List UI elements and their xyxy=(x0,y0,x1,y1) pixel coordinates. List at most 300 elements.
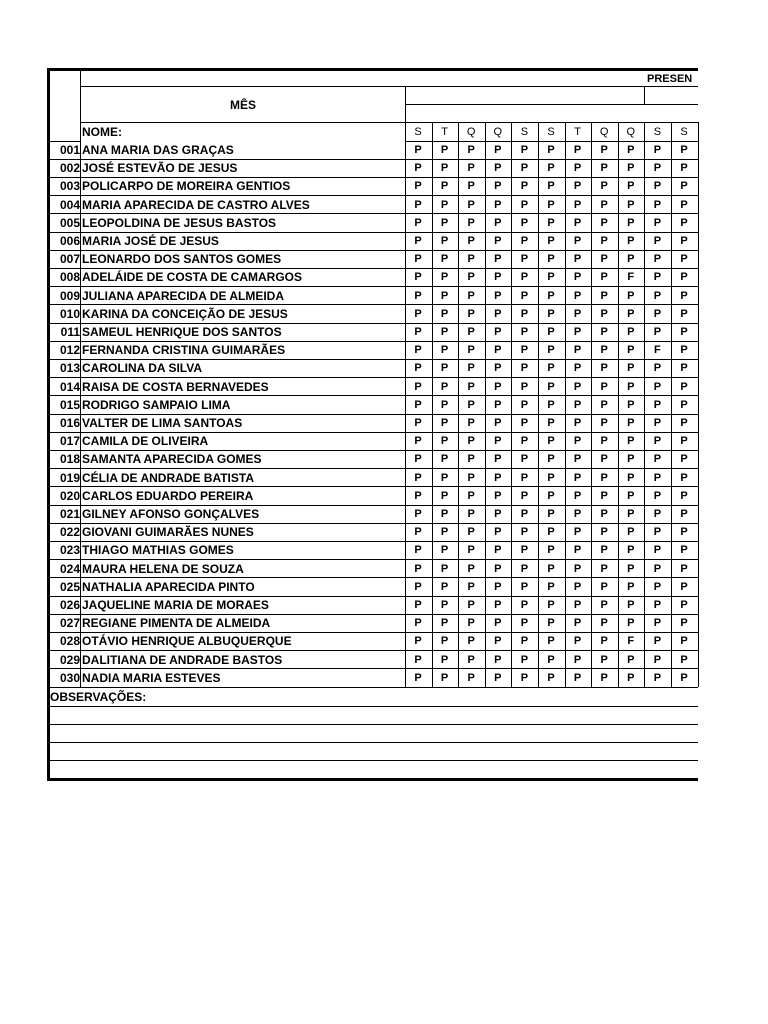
attendance-mark[interactable]: P xyxy=(494,271,502,284)
attendance-mark[interactable]: P xyxy=(680,417,688,429)
attendance-mark[interactable]: P xyxy=(573,307,582,320)
attendance-mark[interactable]: P xyxy=(627,489,635,502)
attendance-mark[interactable]: P xyxy=(627,380,635,393)
attendance-mark[interactable]: P xyxy=(494,544,502,557)
attendance-mark[interactable]: P xyxy=(414,635,422,648)
attendance-mark[interactable]: P xyxy=(627,144,635,156)
attendance-mark[interactable]: P xyxy=(573,653,582,666)
attendance-mark[interactable]: P xyxy=(680,289,688,302)
attendance-mark[interactable]: P xyxy=(440,562,449,575)
attendance-mark[interactable]: P xyxy=(600,435,608,448)
attendance-mark[interactable]: P xyxy=(520,417,529,429)
attendance-mark[interactable]: P xyxy=(547,489,555,502)
attendance-mark[interactable]: P xyxy=(440,489,449,502)
attendance-mark[interactable]: P xyxy=(440,508,449,520)
attendance-mark[interactable]: P xyxy=(627,617,635,630)
attendance-mark[interactable]: P xyxy=(467,253,475,266)
attendance-mark[interactable]: P xyxy=(573,617,582,630)
attendance-mark[interactable]: P xyxy=(494,180,502,193)
attendance-mark[interactable]: P xyxy=(573,162,582,175)
attendance-mark[interactable]: P xyxy=(414,471,422,484)
attendance-mark[interactable]: P xyxy=(573,453,582,466)
attendance-mark[interactable]: P xyxy=(414,344,422,357)
attendance-mark[interactable]: P xyxy=(573,471,582,484)
attendance-mark[interactable]: P xyxy=(440,453,449,466)
attendance-mark[interactable]: P xyxy=(467,180,475,193)
attendance-mark[interactable]: P xyxy=(547,380,555,393)
attendance-mark[interactable]: P xyxy=(440,435,449,448)
attendance-mark[interactable]: P xyxy=(600,198,608,211)
attendance-mark[interactable]: P xyxy=(494,526,502,539)
attendance-mark[interactable]: P xyxy=(467,599,475,611)
attendance-mark[interactable]: P xyxy=(467,144,475,156)
attendance-mark[interactable]: P xyxy=(600,326,608,338)
attendance-mark[interactable]: P xyxy=(494,435,502,448)
attendance-mark[interactable]: P xyxy=(600,471,608,484)
attendance-mark[interactable]: P xyxy=(547,162,555,175)
attendance-mark[interactable]: P xyxy=(494,144,502,156)
attendance-mark[interactable]: P xyxy=(680,235,688,247)
attendance-mark[interactable]: P xyxy=(627,580,635,593)
attendance-mark[interactable]: P xyxy=(627,562,635,575)
attendance-mark[interactable]: P xyxy=(627,544,635,557)
attendance-mark[interactable]: P xyxy=(414,144,422,156)
attendance-mark[interactable]: P xyxy=(467,508,475,520)
attendance-mark[interactable]: P xyxy=(520,198,529,211)
attendance-mark[interactable]: P xyxy=(573,599,582,611)
attendance-mark[interactable]: P xyxy=(573,362,582,375)
attendance-mark[interactable]: P xyxy=(627,526,635,539)
attendance-mark[interactable]: P xyxy=(627,453,635,466)
attendance-mark[interactable]: P xyxy=(467,380,475,393)
attendance-mark[interactable]: P xyxy=(467,344,475,357)
attendance-mark[interactable]: P xyxy=(520,216,529,229)
attendance-mark[interactable]: P xyxy=(653,289,662,302)
attendance-mark[interactable]: P xyxy=(573,344,582,357)
attendance-mark[interactable]: P xyxy=(653,471,662,484)
attendance-mark[interactable]: P xyxy=(467,307,475,320)
attendance-mark[interactable]: P xyxy=(680,398,688,411)
attendance-mark[interactable]: P xyxy=(414,253,422,266)
attendance-mark[interactable]: P xyxy=(573,216,582,229)
attendance-mark[interactable]: P xyxy=(680,526,688,539)
attendance-mark[interactable]: P xyxy=(680,253,688,266)
attendance-mark[interactable]: P xyxy=(494,235,502,247)
attendance-mark[interactable]: P xyxy=(467,544,475,557)
attendance-mark[interactable]: P xyxy=(547,526,555,539)
attendance-mark[interactable]: P xyxy=(573,417,582,429)
attendance-mark[interactable]: P xyxy=(680,144,688,156)
attendance-mark[interactable]: P xyxy=(520,562,529,575)
attendance-mark[interactable]: P xyxy=(520,398,529,411)
attendance-mark[interactable]: P xyxy=(547,326,555,338)
attendance-mark[interactable]: P xyxy=(680,471,688,484)
attendance-mark[interactable]: P xyxy=(680,162,688,175)
attendance-mark[interactable]: P xyxy=(520,235,529,247)
attendance-mark[interactable]: P xyxy=(440,307,449,320)
attendance-mark[interactable]: P xyxy=(653,180,662,193)
attendance-mark[interactable]: P xyxy=(680,344,688,357)
attendance-mark[interactable]: P xyxy=(547,289,555,302)
attendance-mark[interactable]: P xyxy=(494,198,502,211)
attendance-mark[interactable]: P xyxy=(414,580,422,593)
attendance-mark[interactable]: P xyxy=(653,671,662,684)
attendance-mark[interactable]: P xyxy=(600,599,608,611)
attendance-mark[interactable]: P xyxy=(494,326,502,338)
attendance-mark[interactable]: P xyxy=(414,180,422,193)
attendance-mark[interactable]: P xyxy=(520,380,529,393)
attendance-mark[interactable]: P xyxy=(680,380,688,393)
attendance-mark[interactable]: P xyxy=(494,580,502,593)
attendance-mark[interactable]: P xyxy=(680,198,688,211)
attendance-mark[interactable]: P xyxy=(653,453,662,466)
attendance-mark[interactable]: P xyxy=(414,271,422,284)
attendance-mark[interactable]: P xyxy=(467,580,475,593)
attendance-mark[interactable]: P xyxy=(494,562,502,575)
attendance-mark[interactable]: P xyxy=(440,162,449,175)
attendance-mark[interactable]: P xyxy=(440,380,449,393)
attendance-mark[interactable]: P xyxy=(440,580,449,593)
attendance-mark[interactable]: P xyxy=(547,362,555,375)
attendance-mark[interactable]: P xyxy=(547,508,555,520)
attendance-mark[interactable]: P xyxy=(520,653,529,666)
attendance-mark[interactable]: P xyxy=(494,162,502,175)
attendance-mark[interactable]: P xyxy=(520,599,529,611)
attendance-mark[interactable]: P xyxy=(573,580,582,593)
attendance-mark[interactable]: P xyxy=(627,417,635,429)
attendance-mark[interactable]: P xyxy=(547,344,555,357)
attendance-mark[interactable]: P xyxy=(494,253,502,266)
attendance-mark[interactable]: P xyxy=(653,253,662,266)
attendance-mark[interactable]: P xyxy=(494,653,502,666)
attendance-mark[interactable]: P xyxy=(653,362,662,375)
attendance-mark[interactable]: P xyxy=(680,580,688,593)
attendance-mark[interactable]: P xyxy=(627,162,635,175)
attendance-mark[interactable]: P xyxy=(680,617,688,630)
attendance-mark[interactable]: P xyxy=(627,671,635,684)
attendance-mark[interactable]: P xyxy=(494,671,502,684)
attendance-mark[interactable]: P xyxy=(573,508,582,520)
attendance-mark[interactable]: P xyxy=(573,398,582,411)
attendance-mark[interactable]: P xyxy=(494,635,502,648)
attendance-mark[interactable]: P xyxy=(653,398,662,411)
attendance-mark[interactable]: P xyxy=(467,562,475,575)
attendance-mark[interactable]: P xyxy=(520,526,529,539)
attendance-mark[interactable]: P xyxy=(467,417,475,429)
attendance-mark[interactable]: P xyxy=(653,544,662,557)
attendance-mark[interactable]: P xyxy=(414,398,422,411)
attendance-mark[interactable]: P xyxy=(653,635,662,648)
attendance-mark[interactable]: P xyxy=(627,653,635,666)
attendance-mark[interactable]: P xyxy=(440,671,449,684)
attendance-mark[interactable]: P xyxy=(520,326,529,338)
attendance-mark[interactable]: P xyxy=(494,398,502,411)
attendance-mark[interactable]: P xyxy=(573,380,582,393)
attendance-mark[interactable]: P xyxy=(573,271,582,284)
attendance-mark[interactable]: F xyxy=(627,271,635,284)
attendance-mark[interactable]: P xyxy=(627,180,635,193)
attendance-mark[interactable]: P xyxy=(520,307,529,320)
attendance-mark[interactable]: P xyxy=(600,508,608,520)
attendance-mark[interactable]: P xyxy=(653,508,662,520)
attendance-mark[interactable]: P xyxy=(653,435,662,448)
attendance-mark[interactable]: P xyxy=(494,344,502,357)
attendance-mark[interactable]: P xyxy=(680,599,688,611)
attendance-mark[interactable]: P xyxy=(520,271,529,284)
attendance-mark[interactable]: P xyxy=(573,635,582,648)
attendance-mark[interactable]: P xyxy=(494,453,502,466)
attendance-mark[interactable]: P xyxy=(440,362,449,375)
attendance-mark[interactable]: P xyxy=(547,216,555,229)
attendance-mark[interactable]: P xyxy=(414,326,422,338)
attendance-mark[interactable]: P xyxy=(573,235,582,247)
attendance-mark[interactable]: P xyxy=(600,253,608,266)
attendance-mark[interactable]: P xyxy=(600,344,608,357)
attendance-mark[interactable]: P xyxy=(520,253,529,266)
attendance-mark[interactable]: P xyxy=(520,453,529,466)
attendance-mark[interactable]: P xyxy=(600,271,608,284)
attendance-mark[interactable]: P xyxy=(627,398,635,411)
attendance-mark[interactable]: P xyxy=(467,635,475,648)
attendance-mark[interactable]: P xyxy=(627,198,635,211)
attendance-mark[interactable]: P xyxy=(627,307,635,320)
attendance-mark[interactable]: P xyxy=(680,307,688,320)
attendance-mark[interactable]: P xyxy=(680,453,688,466)
attendance-mark[interactable]: P xyxy=(414,216,422,229)
attendance-mark[interactable]: P xyxy=(467,453,475,466)
attendance-mark[interactable]: P xyxy=(440,344,449,357)
attendance-mark[interactable]: P xyxy=(653,271,662,284)
attendance-mark[interactable]: P xyxy=(627,289,635,302)
attendance-mark[interactable]: P xyxy=(600,544,608,557)
attendance-mark[interactable]: P xyxy=(680,435,688,448)
attendance-mark[interactable]: P xyxy=(414,198,422,211)
attendance-mark[interactable]: P xyxy=(467,526,475,539)
attendance-mark[interactable]: P xyxy=(520,617,529,630)
attendance-mark[interactable]: P xyxy=(467,216,475,229)
attendance-mark[interactable]: P xyxy=(600,635,608,648)
attendance-mark[interactable]: P xyxy=(520,544,529,557)
attendance-mark[interactable]: P xyxy=(600,362,608,375)
attendance-mark[interactable]: P xyxy=(600,307,608,320)
attendance-mark[interactable]: P xyxy=(547,580,555,593)
attendance-mark[interactable]: P xyxy=(547,435,555,448)
attendance-mark[interactable]: P xyxy=(547,271,555,284)
attendance-mark[interactable]: P xyxy=(573,526,582,539)
attendance-mark[interactable]: P xyxy=(494,289,502,302)
attendance-mark[interactable]: P xyxy=(547,144,555,156)
attendance-mark[interactable]: P xyxy=(467,326,475,338)
attendance-mark[interactable]: P xyxy=(414,289,422,302)
attendance-mark[interactable]: P xyxy=(520,671,529,684)
attendance-mark[interactable]: P xyxy=(494,307,502,320)
attendance-mark[interactable]: P xyxy=(467,671,475,684)
attendance-mark[interactable]: P xyxy=(653,526,662,539)
attendance-mark[interactable]: P xyxy=(653,144,662,156)
attendance-mark[interactable]: P xyxy=(440,235,449,247)
attendance-mark[interactable]: P xyxy=(627,326,635,338)
attendance-mark[interactable]: P xyxy=(573,562,582,575)
attendance-mark[interactable]: P xyxy=(494,617,502,630)
attendance-mark[interactable]: P xyxy=(414,307,422,320)
attendance-mark[interactable]: P xyxy=(467,289,475,302)
attendance-mark[interactable]: P xyxy=(414,489,422,502)
attendance-mark[interactable]: P xyxy=(653,653,662,666)
attendance-mark[interactable]: P xyxy=(440,289,449,302)
attendance-mark[interactable]: P xyxy=(680,180,688,193)
attendance-mark[interactable]: P xyxy=(440,544,449,557)
attendance-mark[interactable]: P xyxy=(467,162,475,175)
attendance-mark[interactable]: P xyxy=(547,471,555,484)
attendance-mark[interactable]: P xyxy=(627,435,635,448)
attendance-mark[interactable]: P xyxy=(494,417,502,429)
attendance-mark[interactable]: P xyxy=(627,216,635,229)
attendance-mark[interactable]: P xyxy=(600,398,608,411)
attendance-mark[interactable]: P xyxy=(520,180,529,193)
attendance-mark[interactable]: P xyxy=(440,271,449,284)
attendance-mark[interactable]: P xyxy=(414,562,422,575)
attendance-mark[interactable]: P xyxy=(573,144,582,156)
attendance-mark[interactable]: P xyxy=(547,671,555,684)
attendance-mark[interactable]: P xyxy=(520,144,529,156)
attendance-mark[interactable]: P xyxy=(627,508,635,520)
attendance-mark[interactable]: P xyxy=(547,453,555,466)
attendance-mark[interactable]: P xyxy=(547,599,555,611)
attendance-mark[interactable]: P xyxy=(680,271,688,284)
attendance-mark[interactable]: P xyxy=(600,144,608,156)
attendance-mark[interactable]: F xyxy=(654,344,661,357)
attendance-mark[interactable]: P xyxy=(547,307,555,320)
attendance-mark[interactable]: P xyxy=(467,471,475,484)
attendance-mark[interactable]: P xyxy=(573,544,582,557)
attendance-mark[interactable]: P xyxy=(600,617,608,630)
attendance-mark[interactable]: P xyxy=(440,471,449,484)
attendance-mark[interactable]: P xyxy=(653,599,662,611)
attendance-mark[interactable]: P xyxy=(414,544,422,557)
attendance-mark[interactable]: P xyxy=(414,508,422,520)
attendance-mark[interactable]: P xyxy=(520,289,529,302)
attendance-mark[interactable]: P xyxy=(627,344,635,357)
attendance-mark[interactable]: P xyxy=(440,526,449,539)
attendance-mark[interactable]: P xyxy=(494,362,502,375)
attendance-mark[interactable]: P xyxy=(600,653,608,666)
attendance-mark[interactable]: P xyxy=(440,653,449,666)
attendance-mark[interactable]: P xyxy=(600,380,608,393)
attendance-mark[interactable]: P xyxy=(414,453,422,466)
attendance-mark[interactable]: P xyxy=(547,235,555,247)
attendance-mark[interactable]: P xyxy=(520,162,529,175)
attendance-mark[interactable]: P xyxy=(600,671,608,684)
attendance-mark[interactable]: P xyxy=(573,289,582,302)
attendance-mark[interactable]: P xyxy=(547,617,555,630)
attendance-mark[interactable]: P xyxy=(547,253,555,266)
attendance-mark[interactable]: P xyxy=(547,635,555,648)
attendance-mark[interactable]: P xyxy=(573,180,582,193)
attendance-mark[interactable]: P xyxy=(414,162,422,175)
attendance-mark[interactable]: P xyxy=(467,398,475,411)
attendance-mark[interactable]: P xyxy=(467,617,475,630)
attendance-mark[interactable]: P xyxy=(414,435,422,448)
attendance-mark[interactable]: P xyxy=(440,599,449,611)
attendance-mark[interactable]: P xyxy=(600,162,608,175)
attendance-mark[interactable]: P xyxy=(414,599,422,611)
attendance-mark[interactable]: P xyxy=(520,508,529,520)
attendance-mark[interactable]: P xyxy=(600,180,608,193)
attendance-mark[interactable]: P xyxy=(467,489,475,502)
attendance-mark[interactable]: P xyxy=(547,198,555,211)
attendance-mark[interactable]: P xyxy=(520,635,529,648)
attendance-mark[interactable]: P xyxy=(680,671,688,684)
attendance-mark[interactable]: P xyxy=(440,635,449,648)
attendance-mark[interactable]: P xyxy=(653,580,662,593)
attendance-mark[interactable]: P xyxy=(547,653,555,666)
attendance-mark[interactable]: P xyxy=(520,362,529,375)
attendance-mark[interactable]: P xyxy=(600,235,608,247)
attendance-mark[interactable]: P xyxy=(680,508,688,520)
attendance-mark[interactable]: P xyxy=(414,380,422,393)
attendance-mark[interactable]: P xyxy=(440,180,449,193)
attendance-mark[interactable]: P xyxy=(520,489,529,502)
attendance-mark[interactable]: P xyxy=(494,489,502,502)
attendance-mark[interactable]: P xyxy=(547,544,555,557)
attendance-mark[interactable]: P xyxy=(680,489,688,502)
attendance-mark[interactable]: P xyxy=(547,562,555,575)
attendance-mark[interactable]: P xyxy=(653,417,662,429)
attendance-mark[interactable]: P xyxy=(653,326,662,338)
attendance-mark[interactable]: P xyxy=(440,617,449,630)
attendance-mark[interactable]: P xyxy=(680,216,688,229)
attendance-mark[interactable]: P xyxy=(440,398,449,411)
attendance-mark[interactable]: P xyxy=(653,617,662,630)
attendance-mark[interactable]: P xyxy=(440,198,449,211)
attendance-mark[interactable]: P xyxy=(547,398,555,411)
attendance-mark[interactable]: P xyxy=(467,653,475,666)
attendance-mark[interactable]: P xyxy=(547,180,555,193)
attendance-mark[interactable]: P xyxy=(494,380,502,393)
attendance-mark[interactable]: P xyxy=(573,326,582,338)
attendance-mark[interactable]: P xyxy=(600,453,608,466)
attendance-mark[interactable]: P xyxy=(414,417,422,429)
attendance-mark[interactable]: P xyxy=(414,235,422,247)
attendance-mark[interactable]: P xyxy=(467,435,475,448)
attendance-mark[interactable]: F xyxy=(627,635,635,648)
attendance-mark[interactable]: P xyxy=(653,162,662,175)
attendance-mark[interactable]: P xyxy=(600,489,608,502)
attendance-mark[interactable]: P xyxy=(653,380,662,393)
attendance-mark[interactable]: P xyxy=(414,653,422,666)
attendance-mark[interactable]: P xyxy=(653,489,662,502)
attendance-mark[interactable]: P xyxy=(573,198,582,211)
attendance-mark[interactable]: P xyxy=(440,417,449,429)
attendance-mark[interactable]: P xyxy=(414,617,422,630)
attendance-mark[interactable]: P xyxy=(573,435,582,448)
attendance-mark[interactable]: P xyxy=(627,235,635,247)
attendance-mark[interactable]: P xyxy=(547,417,555,429)
attendance-mark[interactable]: P xyxy=(600,216,608,229)
attendance-mark[interactable]: P xyxy=(627,599,635,611)
attendance-mark[interactable]: P xyxy=(627,253,635,266)
attendance-mark[interactable]: P xyxy=(494,471,502,484)
attendance-mark[interactable]: P xyxy=(600,580,608,593)
attendance-mark[interactable]: P xyxy=(600,417,608,429)
attendance-mark[interactable]: P xyxy=(627,362,635,375)
attendance-mark[interactable]: P xyxy=(440,253,449,266)
attendance-mark[interactable]: P xyxy=(653,562,662,575)
attendance-mark[interactable]: P xyxy=(414,362,422,375)
attendance-mark[interactable]: P xyxy=(520,471,529,484)
attendance-mark[interactable]: P xyxy=(627,471,635,484)
attendance-mark[interactable]: P xyxy=(600,526,608,539)
